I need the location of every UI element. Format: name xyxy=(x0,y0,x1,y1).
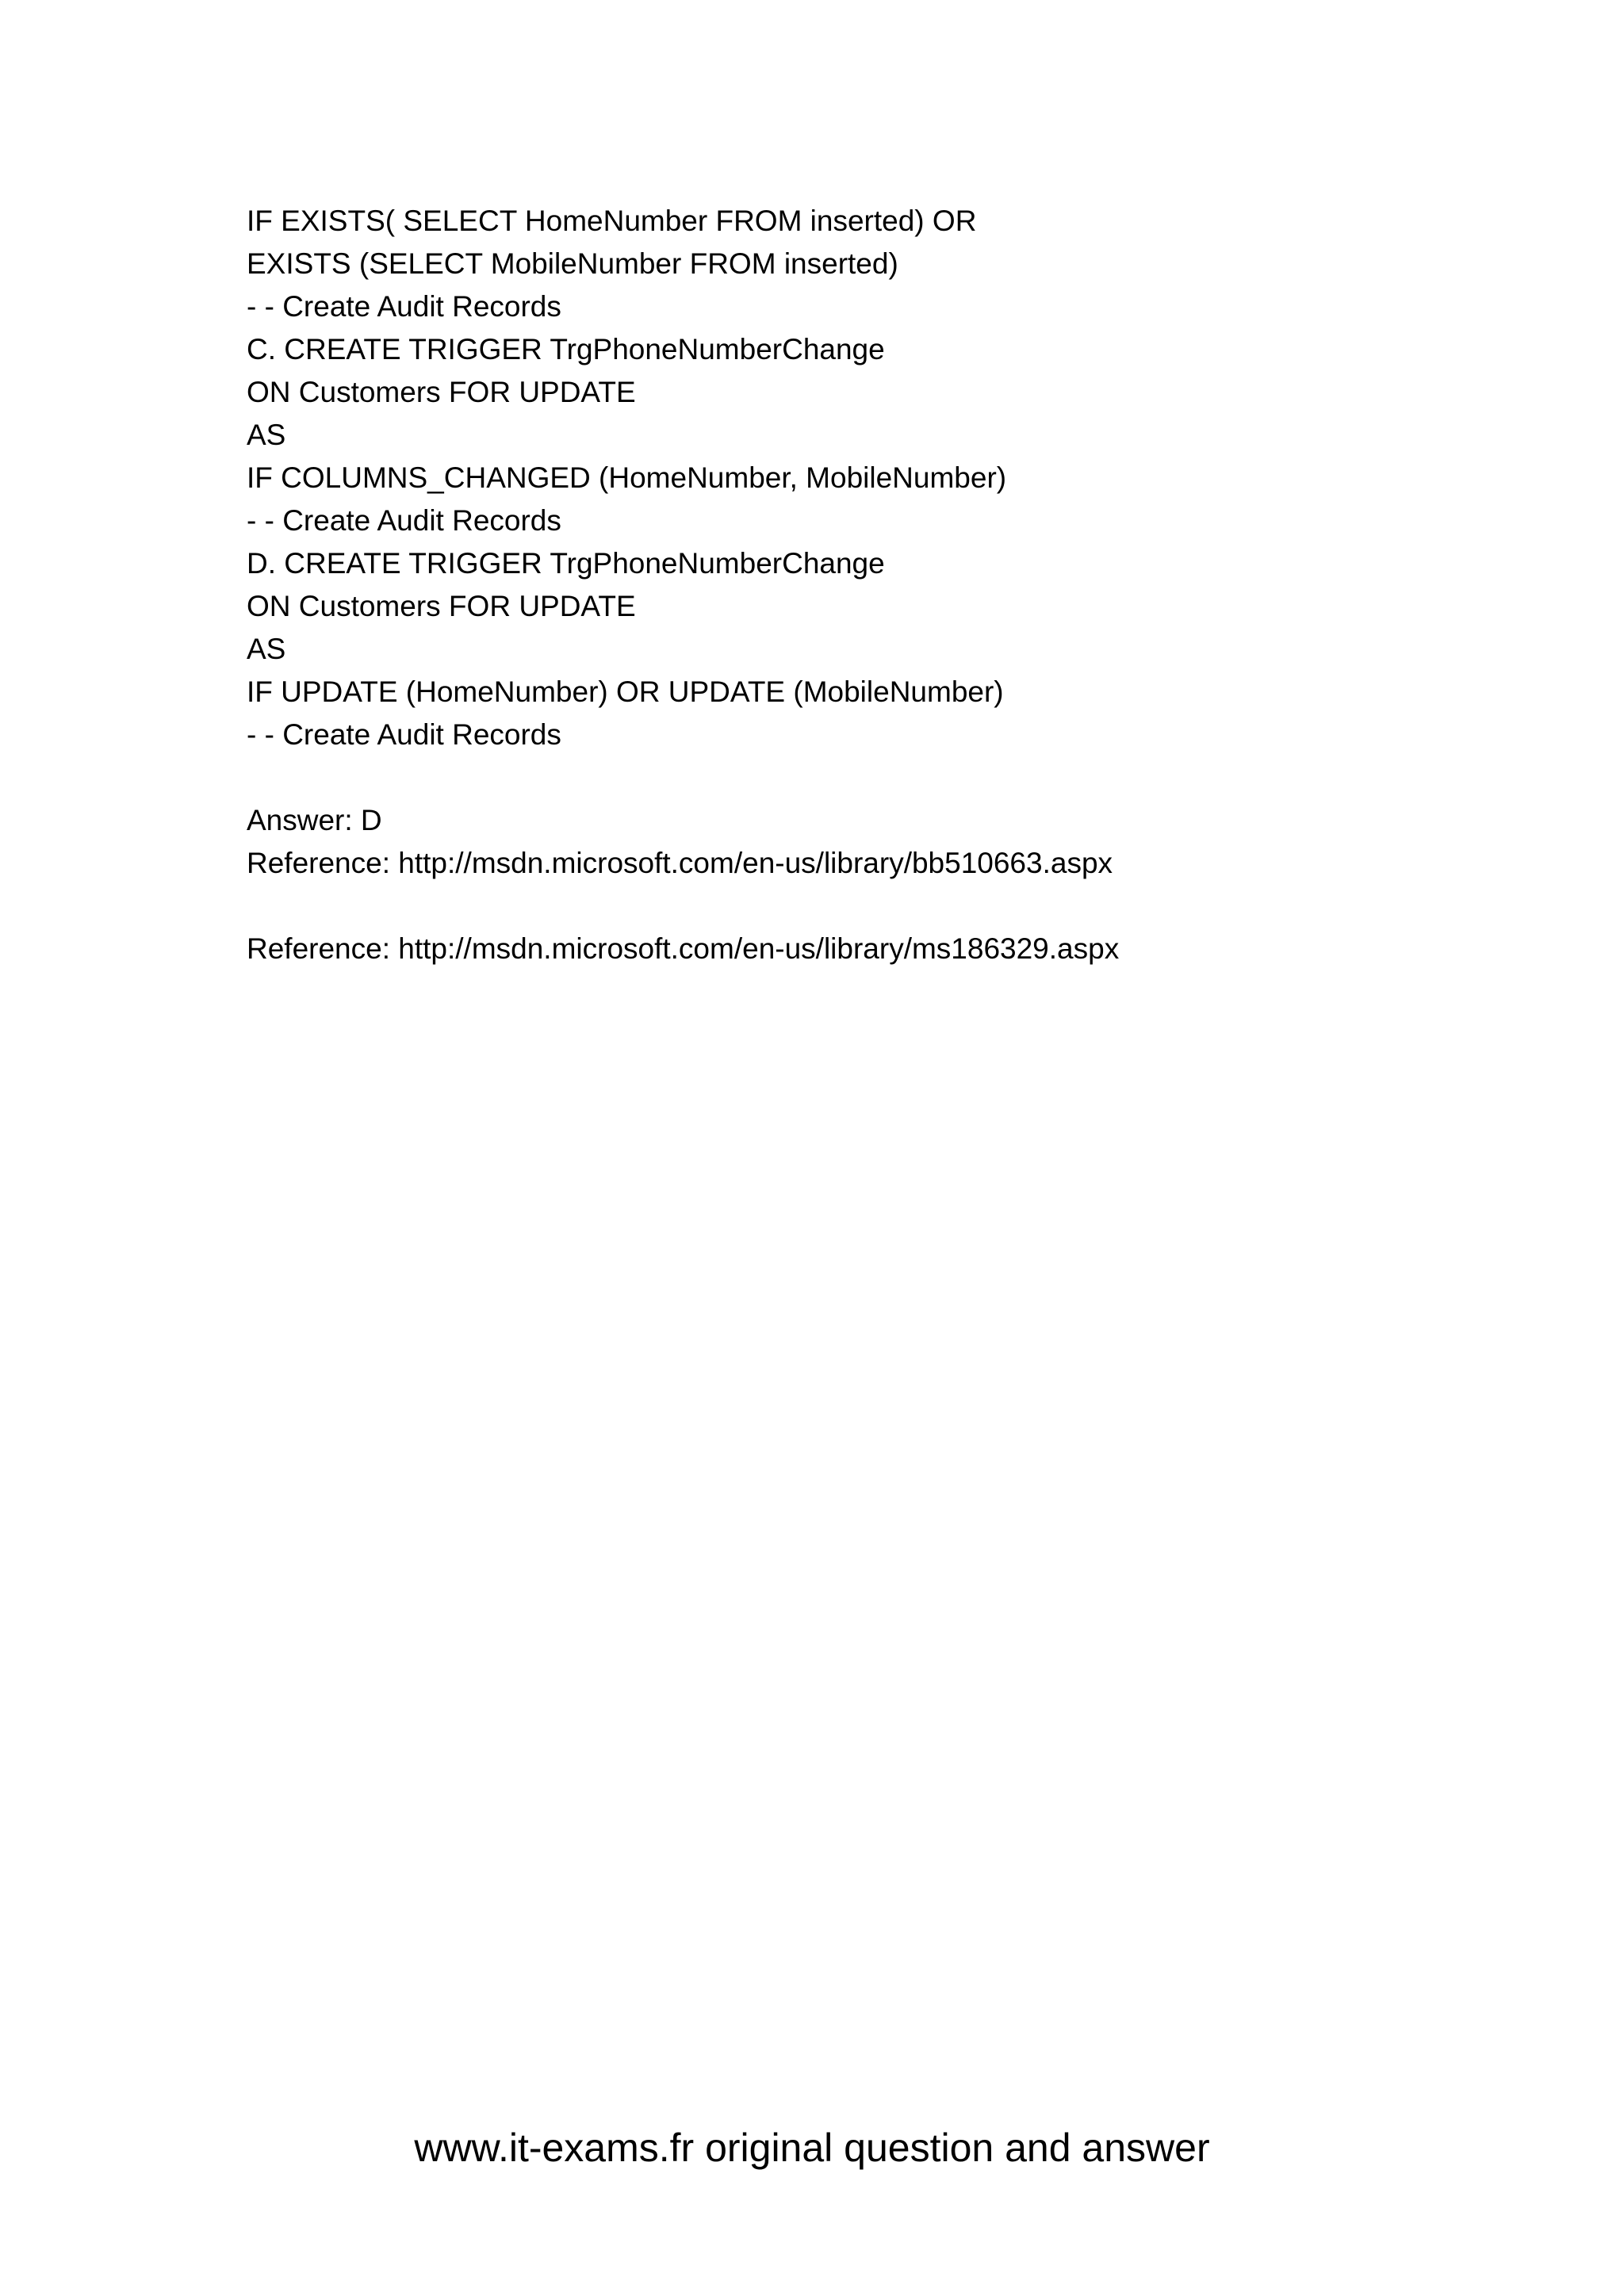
code-line: ON Customers FOR UPDATE xyxy=(247,376,636,408)
code-line: EXISTS (SELECT MobileNumber FROM inserted) xyxy=(247,247,898,280)
spacer xyxy=(247,885,1436,928)
page-footer: www.it-exams.fr original question and answer xyxy=(414,2126,1210,2170)
code-line: ON Customers FOR UPDATE xyxy=(247,590,636,622)
spacer xyxy=(247,756,1436,799)
reference-line: Reference: http://msdn.microsoft.com/en-us/library/ms186329.aspx xyxy=(247,932,1120,965)
code-line: - - Create Audit Records xyxy=(247,290,561,323)
code-line: IF COLUMNS_CHANGED (HomeNumber, MobileNumber) xyxy=(247,461,1007,494)
code-line: - - Create Audit Records xyxy=(247,718,561,751)
document-body xyxy=(247,200,1436,970)
answer-line: Answer: D xyxy=(247,804,382,836)
code-line: IF EXISTS( SELECT HomeNumber FROM inserted) OR xyxy=(247,205,977,237)
option-c-line: C. CREATE TRIGGER TrgPhoneNumberChange xyxy=(247,333,885,365)
reference-line: Reference: http://msdn.microsoft.com/en-us/library/bb510663.aspx xyxy=(247,847,1113,879)
code-line: AS xyxy=(247,419,286,451)
code-line: - - Create Audit Records xyxy=(247,504,561,537)
code-line: AS xyxy=(247,633,286,665)
option-d-line: D. CREATE TRIGGER TrgPhoneNumberChange xyxy=(247,547,885,580)
code-line: IF UPDATE (HomeNumber) OR UPDATE (MobileNumber) xyxy=(247,675,1004,708)
